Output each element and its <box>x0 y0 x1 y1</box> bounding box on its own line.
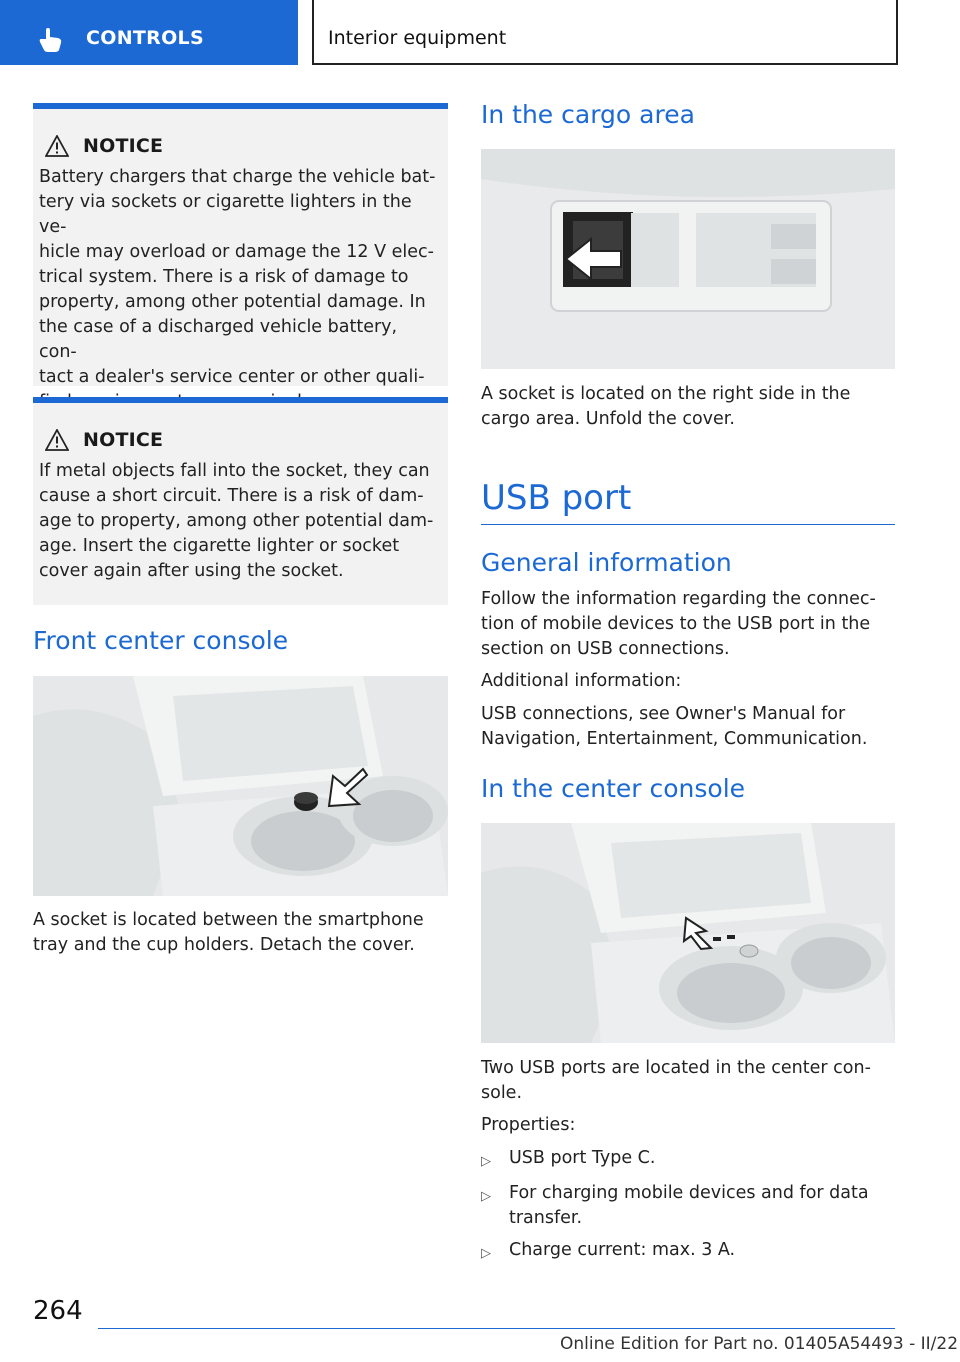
chapter-title-box <box>312 0 898 65</box>
properties-label: Properties: <box>481 1115 576 1135</box>
notice-label: NOTICE <box>83 135 164 157</box>
notice-box <box>33 397 448 605</box>
page-number: 264 <box>33 1296 83 1326</box>
list-item-text: USB port Type C. <box>509 1148 656 1168</box>
general-info-text: Follow the information regarding the connec- tion of mobile devices to the USB port in the section on USB connections. <box>481 589 876 659</box>
front-console-caption: A socket is located between the smartphone tray and the cup holders. Detach the cover. <box>33 910 424 955</box>
general-info-heading: General information <box>481 548 732 577</box>
triangle-bullet-icon: ▷ <box>481 1154 491 1169</box>
notice-text: If metal objects fall into the socket, they can cause a short circuit. There is a risk of dam- age to property, among other potential dam- age. Insert the cigarette lighter or socket cover again after using the socket. <box>39 461 434 581</box>
cargo-heading: In the cargo area <box>481 100 695 129</box>
triangle-bullet-icon: ▷ <box>481 1189 491 1204</box>
notice-box <box>33 103 448 386</box>
list-item-text: Charge current: max. 3 A. <box>509 1240 736 1260</box>
center-console-heading: In the center console <box>481 774 746 803</box>
title-rule <box>481 524 895 525</box>
usb-title: USB port <box>481 478 632 518</box>
list-item-text: For charging mobile devices and for data transfer. <box>509 1183 869 1228</box>
additional-info-label: Additional information: <box>481 671 682 691</box>
see-also-text: USB connections, see Owner's Manual for Navigation, Entertainment, Communication. <box>481 704 868 749</box>
notice-text: Battery chargers that charge the vehicle bat- tery via sockets or cigarette lighters in the ve- hicle may overload or damage the 12 V elec- trical system. There is a risk of damage to property, among other potential damage. In the case of a discharged vehicle battery, con- tact a dealer's service center or other quali- <box>39 167 436 387</box>
chapter-title: Interior equipment <box>328 27 507 49</box>
list-item <box>481 1238 881 1266</box>
center-console-text: Two USB ports are located in the center con- sole. <box>481 1058 871 1103</box>
notice-label: NOTICE <box>83 429 164 451</box>
section-tab <box>0 0 298 65</box>
list-item <box>481 1181 881 1231</box>
properties-list <box>481 1146 881 1273</box>
triangle-bullet-icon: ▷ <box>481 1246 491 1261</box>
list-item <box>481 1146 881 1174</box>
section-label: CONTROLS <box>86 27 204 49</box>
warning-triangle-icon <box>45 135 69 157</box>
edition-text: Online Edition for Part no. 01405A54493 - II/22 <box>560 1334 959 1354</box>
footer-rule <box>98 1328 895 1329</box>
warning-triangle-icon <box>45 429 69 451</box>
center-console-photo <box>481 823 895 1043</box>
cargo-caption: A socket is located on the right side in the cargo area. Unfold the cover. <box>481 384 851 429</box>
front-console-heading: Front center console <box>33 626 289 655</box>
cargo-photo <box>481 149 895 369</box>
hand-pointer-icon <box>38 27 64 53</box>
front-console-photo <box>33 676 448 896</box>
